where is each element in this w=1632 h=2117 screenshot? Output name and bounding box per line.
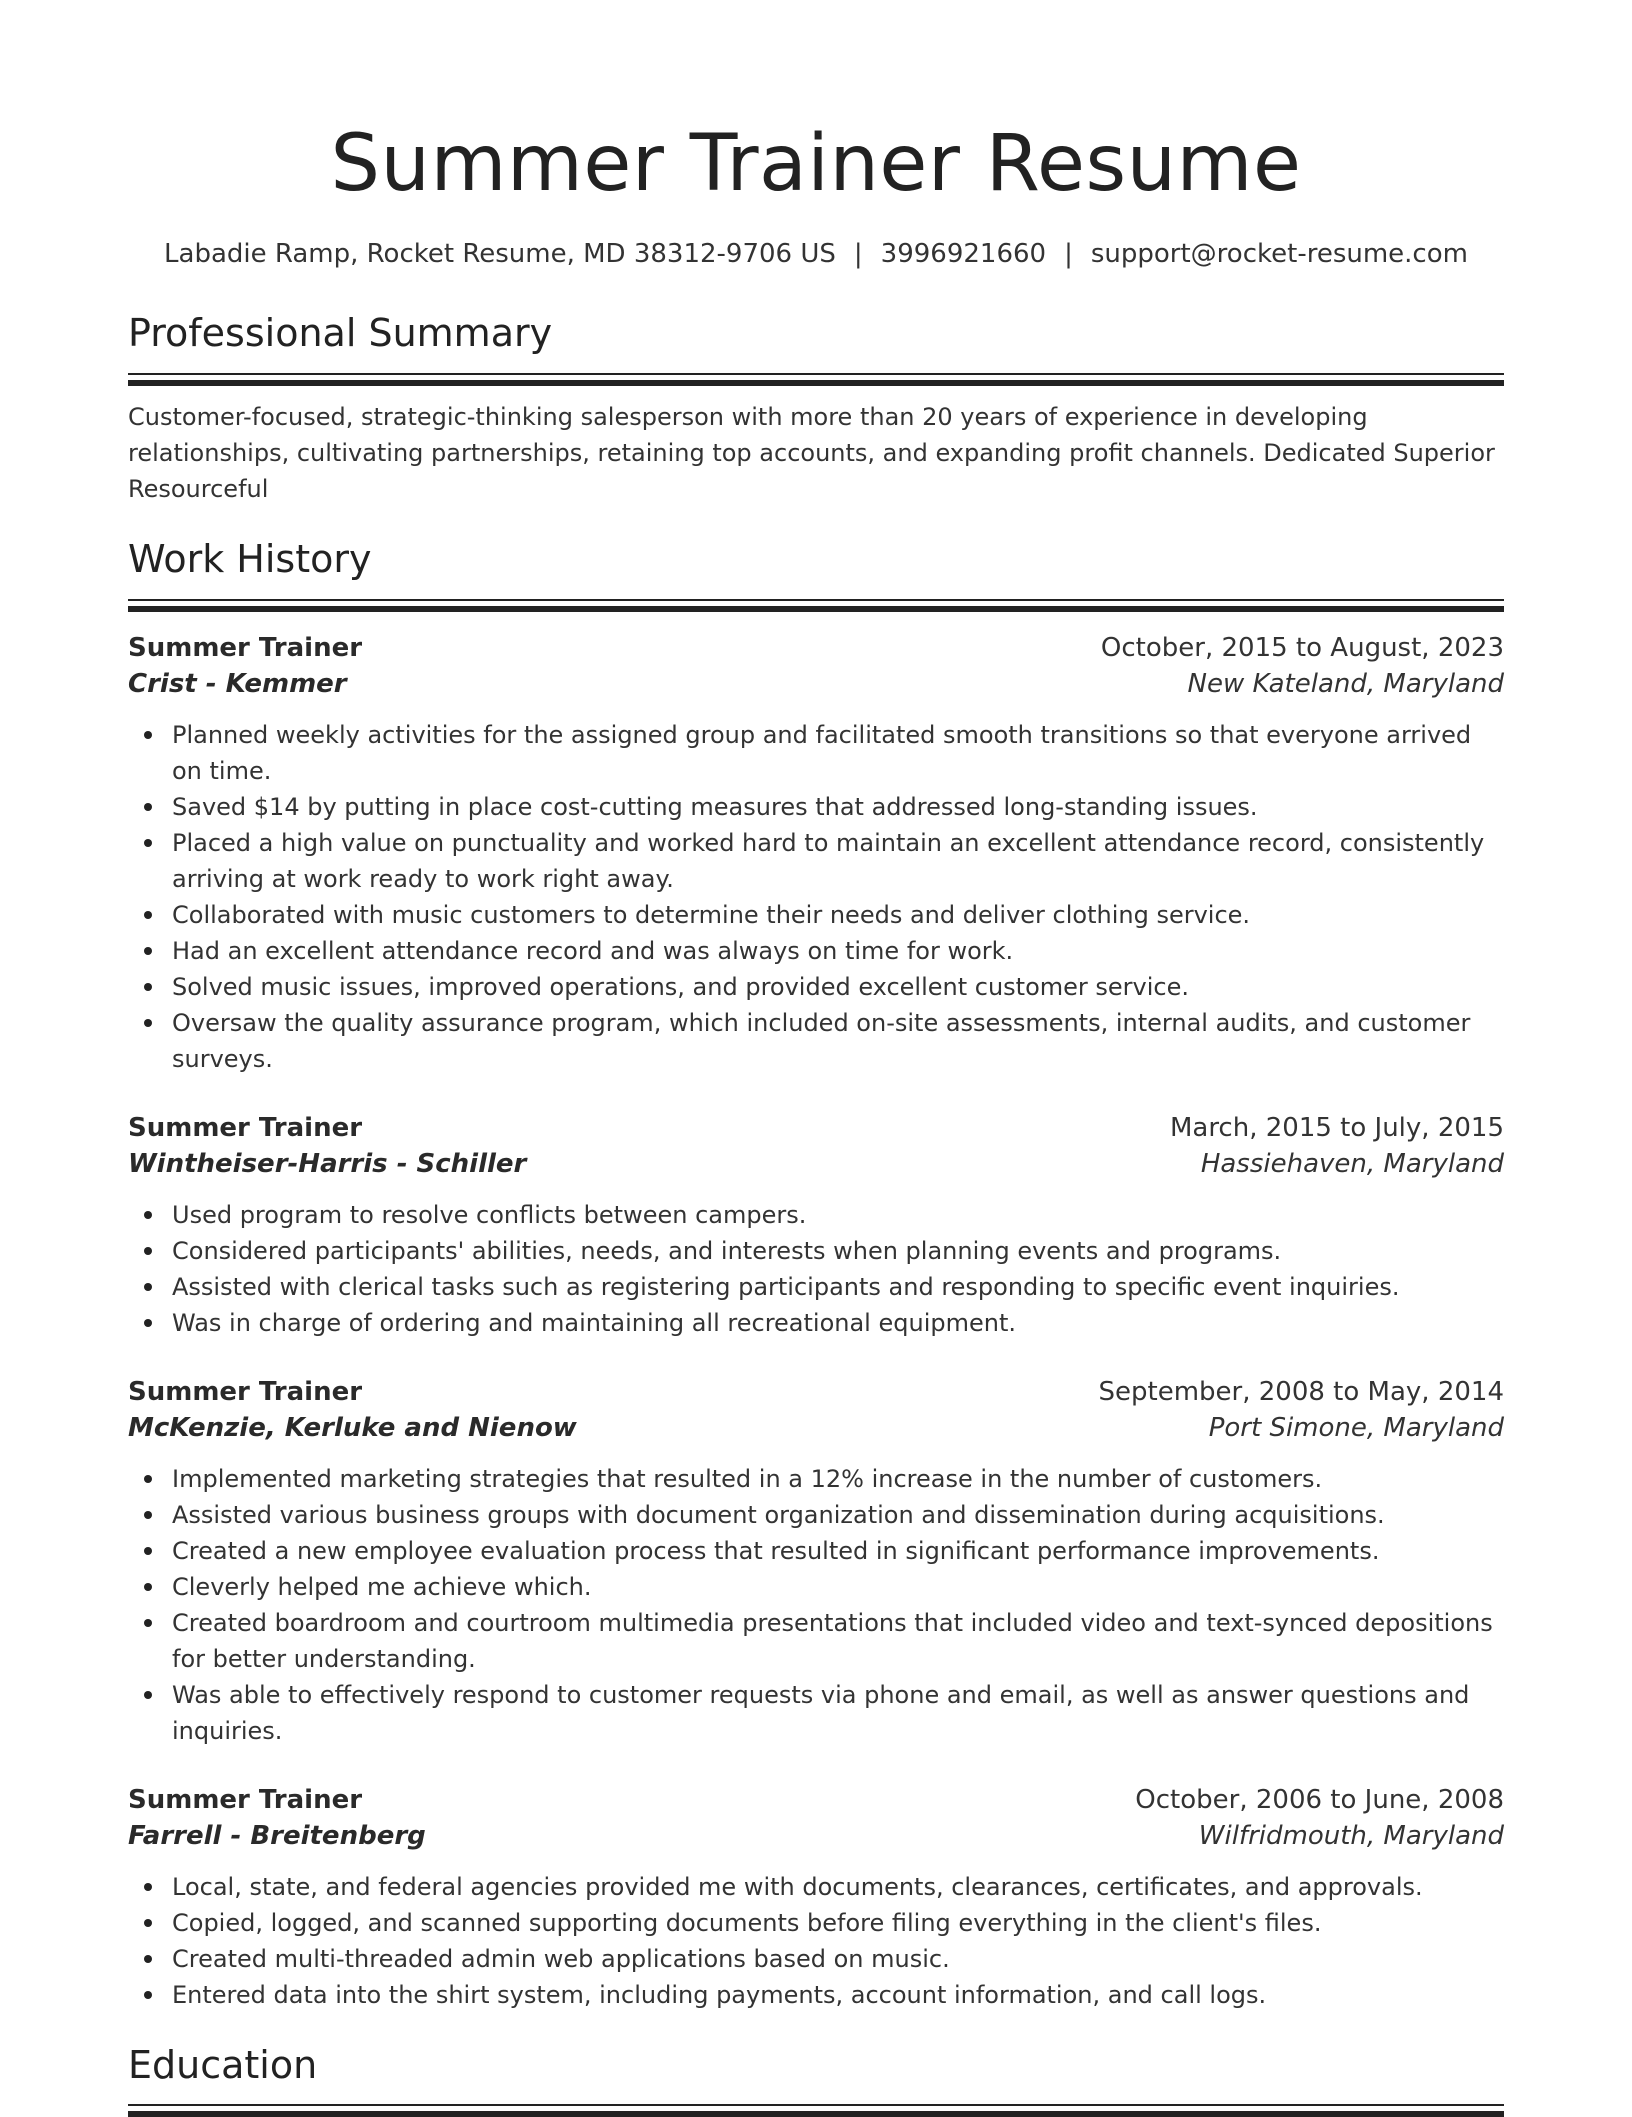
job-bullet: Cleverly helped me achieve which.	[172, 1569, 1504, 1605]
contact-address: Labadie Ramp, Rocket Resume, MD 38312-9706 US	[164, 238, 836, 269]
job-location: Wilfridmouth, Maryland	[1198, 1820, 1504, 1851]
job-company: Farrell - Breitenberg	[128, 1820, 426, 1851]
job-bullet: Considered participants' abilities, needs, and interests when planning events and programs.	[172, 1233, 1504, 1269]
job-bullets	[128, 1869, 1504, 2013]
job-bullets	[128, 1461, 1504, 1749]
contact-email: support@rocket-resume.com	[1090, 238, 1468, 269]
summary-text: Customer-focused, strategic-thinking salesperson with more than 20 years of experience in developing relationships, cultivating partnerships, retaining top accounts, and expanding profit channels. Dedicated Superior Resourceful	[128, 402, 1495, 503]
job-entry	[128, 1113, 1504, 1341]
section-heading-summary: Professional Summary	[128, 311, 553, 356]
job-bullet: Was able to effectively respond to customer requests via phone and email, as well as answer questions and inquiries.	[172, 1677, 1504, 1749]
contact-separator: |	[853, 238, 863, 269]
resume-title: Summer Trainer Resume	[330, 119, 1302, 209]
job-title: Summer Trainer	[128, 1376, 363, 1407]
job-dates: October, 2006 to June, 2008	[1135, 1784, 1504, 1815]
job-dates: March, 2015 to July, 2015	[1169, 1112, 1504, 1143]
job-title: Summer Trainer	[128, 632, 363, 663]
job-bullet: Placed a high value on punctuality and worked hard to maintain an excellent attendance record, consistently arriving at work ready to work right away.	[172, 825, 1504, 897]
job-bullet: Had an excellent attendance record and was always on time for work.	[172, 933, 1504, 969]
job-bullet: Solved music issues, improved operations, and provided excellent customer service.	[172, 969, 1504, 1005]
job-company: Wintheiser-Harris - Schiller	[128, 1148, 527, 1179]
job-location: Port Simone, Maryland	[1208, 1412, 1504, 1443]
job-bullet: Assisted various business groups with document organization and dissemination during acquisitions.	[172, 1497, 1504, 1533]
job-title: Summer Trainer	[128, 1784, 363, 1815]
job-company: McKenzie, Kerluke and Nienow	[128, 1412, 577, 1443]
contact-separator: |	[1064, 238, 1073, 269]
job-bullet: Implemented marketing strategies that resulted in a 12% increase in the number of customers.	[172, 1461, 1504, 1497]
work-history-section	[128, 537, 1504, 2013]
job-entry	[128, 633, 1504, 1077]
contact-line	[128, 238, 1504, 272]
section-heading-education: Education	[128, 2042, 318, 2087]
job-location: Hassiehaven, Maryland	[1200, 1148, 1504, 1179]
contact-phone: 3996921660	[880, 238, 1047, 269]
job-company: Crist - Kemmer	[128, 668, 347, 699]
job-bullet: Saved $14 by putting in place cost-cutting measures that addressed long-standing issues.	[172, 789, 1504, 825]
section-divider	[128, 599, 1504, 611]
job-bullet: Copied, logged, and scanned supporting documents before filing everything in the client's files.	[172, 1905, 1504, 1941]
job-bullet: Was in charge of ordering and maintaining all recreational equipment.	[172, 1305, 1504, 1341]
job-location: New Kateland, Maryland	[1187, 668, 1504, 699]
job-entry	[128, 1785, 1504, 2013]
section-heading-work-history: Work History	[128, 536, 372, 581]
job-bullet: Local, state, and federal agencies provided me with documents, clearances, certificates, and approvals.	[172, 1869, 1504, 1905]
job-bullet: Collaborated with music customers to determine their needs and deliver clothing service.	[172, 897, 1504, 933]
job-bullet: Oversaw the quality assurance program, which included on-site assessments, internal audits, and customer surveys.	[172, 1005, 1504, 1077]
job-bullet: Created boardroom and courtroom multimedia presentations that included video and text-synced depositions for better understanding.	[172, 1605, 1504, 1677]
job-dates: October, 2015 to August, 2023	[1100, 632, 1504, 663]
job-bullet: Assisted with clerical tasks such as registering participants and responding to specific event inquiries.	[172, 1269, 1504, 1305]
job-bullet: Planned weekly activities for the assigned group and facilitated smooth transitions so that everyone arrived on time.	[172, 717, 1504, 789]
job-bullets	[128, 717, 1504, 1077]
job-bullet: Entered data into the shirt system, including payments, account information, and call logs.	[172, 1977, 1504, 2013]
job-bullet: Created a new employee evaluation process that resulted in significant performance improvements.	[172, 1533, 1504, 1569]
job-bullet: Used program to resolve conflicts between campers.	[172, 1197, 1504, 1233]
job-bullets	[128, 1197, 1504, 1341]
education-section	[128, 2043, 1504, 2117]
job-dates: September, 2008 to May, 2014	[1098, 1376, 1504, 1407]
job-title: Summer Trainer	[128, 1112, 363, 1143]
section-divider	[128, 373, 1504, 385]
job-bullet: Created multi-threaded admin web applications based on music.	[172, 1941, 1504, 1977]
summary-section	[128, 311, 1504, 507]
job-entry	[128, 1377, 1504, 1749]
section-divider	[128, 2104, 1504, 2116]
